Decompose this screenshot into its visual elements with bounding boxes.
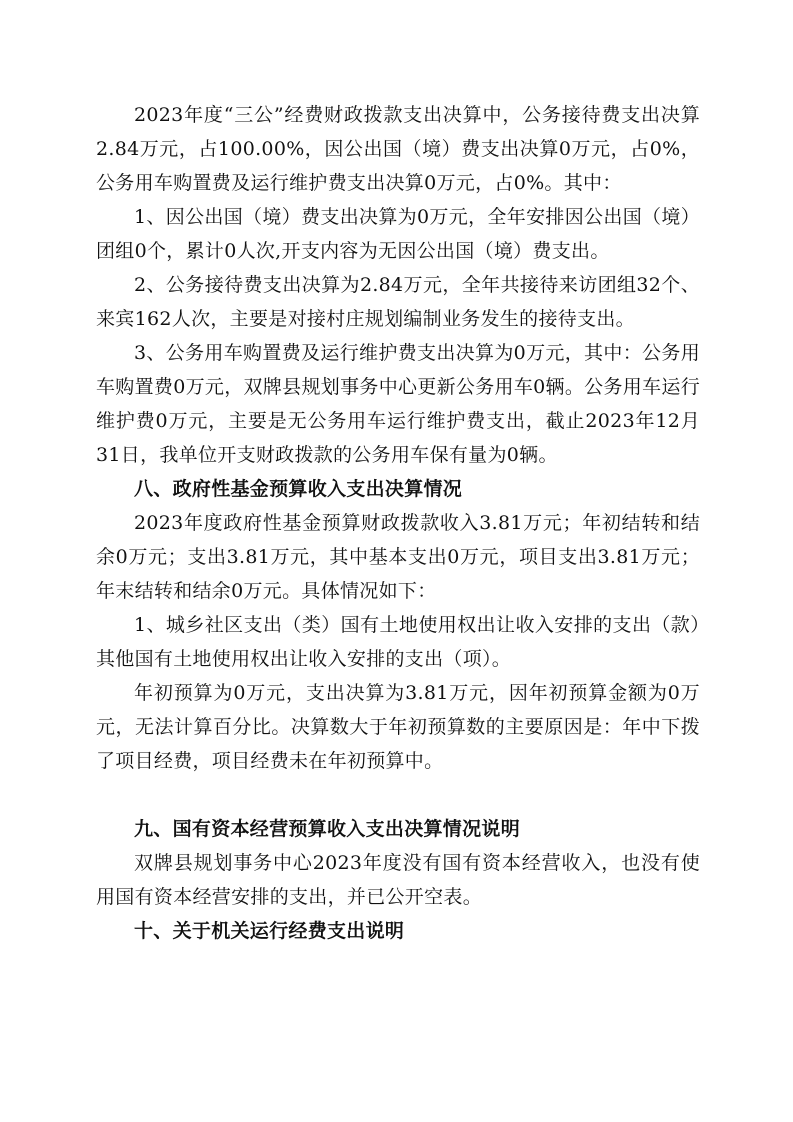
- paragraph-state-capital: 双牌县规划事务中心2023年度没有国有资本经营收入，也没有使用国有资本经营安排的支出，并已公开空表。: [96, 852, 700, 908]
- paragraph-vehicles: 3、公务用车购置费及运行维护费支出决算为0万元，其中：公务用车购置费0万元，双牌县规划事务中心更新公务用车0辆。公务用车运行维护费0万元，主要是无公务用车运行维护费支出，截止2023年12月31日，我单位开支财政拨款的公务用车保有量为0辆。: [96, 342, 700, 466]
- paragraph-reception: 2、公务接待费支出决算为2.84万元，全年共接待来访团组32个、来宾162人次，主要是对接村庄规划编制业务发生的接待支出。: [96, 274, 700, 330]
- paragraph-urban-rural: 1、城乡社区支出（类）国有土地使用权出让收入安排的支出（款）其他国有土地使用权出让收入安排的支出（项）。: [96, 614, 700, 670]
- section-heading-8: 八、政府性基金预算收入支出决算情况: [134, 478, 463, 500]
- paragraph-initial-budget: 年初预算为0万元，支出决算为3.81万元，因年初预算金额为0万元，无法计算百分比。决算数大于年初预算数的主要原因是：年中下拨了项目经费，项目经费未在年初预算中。: [96, 682, 700, 772]
- paragraph-overseas-travel: 1、因公出国（境）费支出决算为0万元，全年安排因公出国（境）团组0个，累计0人次,开支内容为无因公出国（境）费支出。: [96, 206, 700, 262]
- paragraph-three-public-summary: 2023年度“三公”经费财政拨款支出决算中，公务接待费支出决算2.84万元，占100.00%，因公出国（境）费支出决算0万元，占0%，公务用车购置费及运行维护费支出决算0万元，占0%。其中：: [96, 104, 700, 194]
- section-heading-9: 九、国有资本经营预算收入支出决算情况说明: [134, 818, 521, 840]
- document-body: [96, 98, 700, 948]
- section-heading-10: 十、关于机关运行经费支出说明: [134, 920, 405, 942]
- paragraph-fund-budget: 2023年度政府性基金预算财政拨款收入3.81万元；年初结转和结余0万元；支出3.81万元，其中基本支出0万元，项目支出3.81万元；年末结转和结余0万元。具体情况如下：: [96, 512, 700, 602]
- blank-line: [96, 778, 700, 812]
